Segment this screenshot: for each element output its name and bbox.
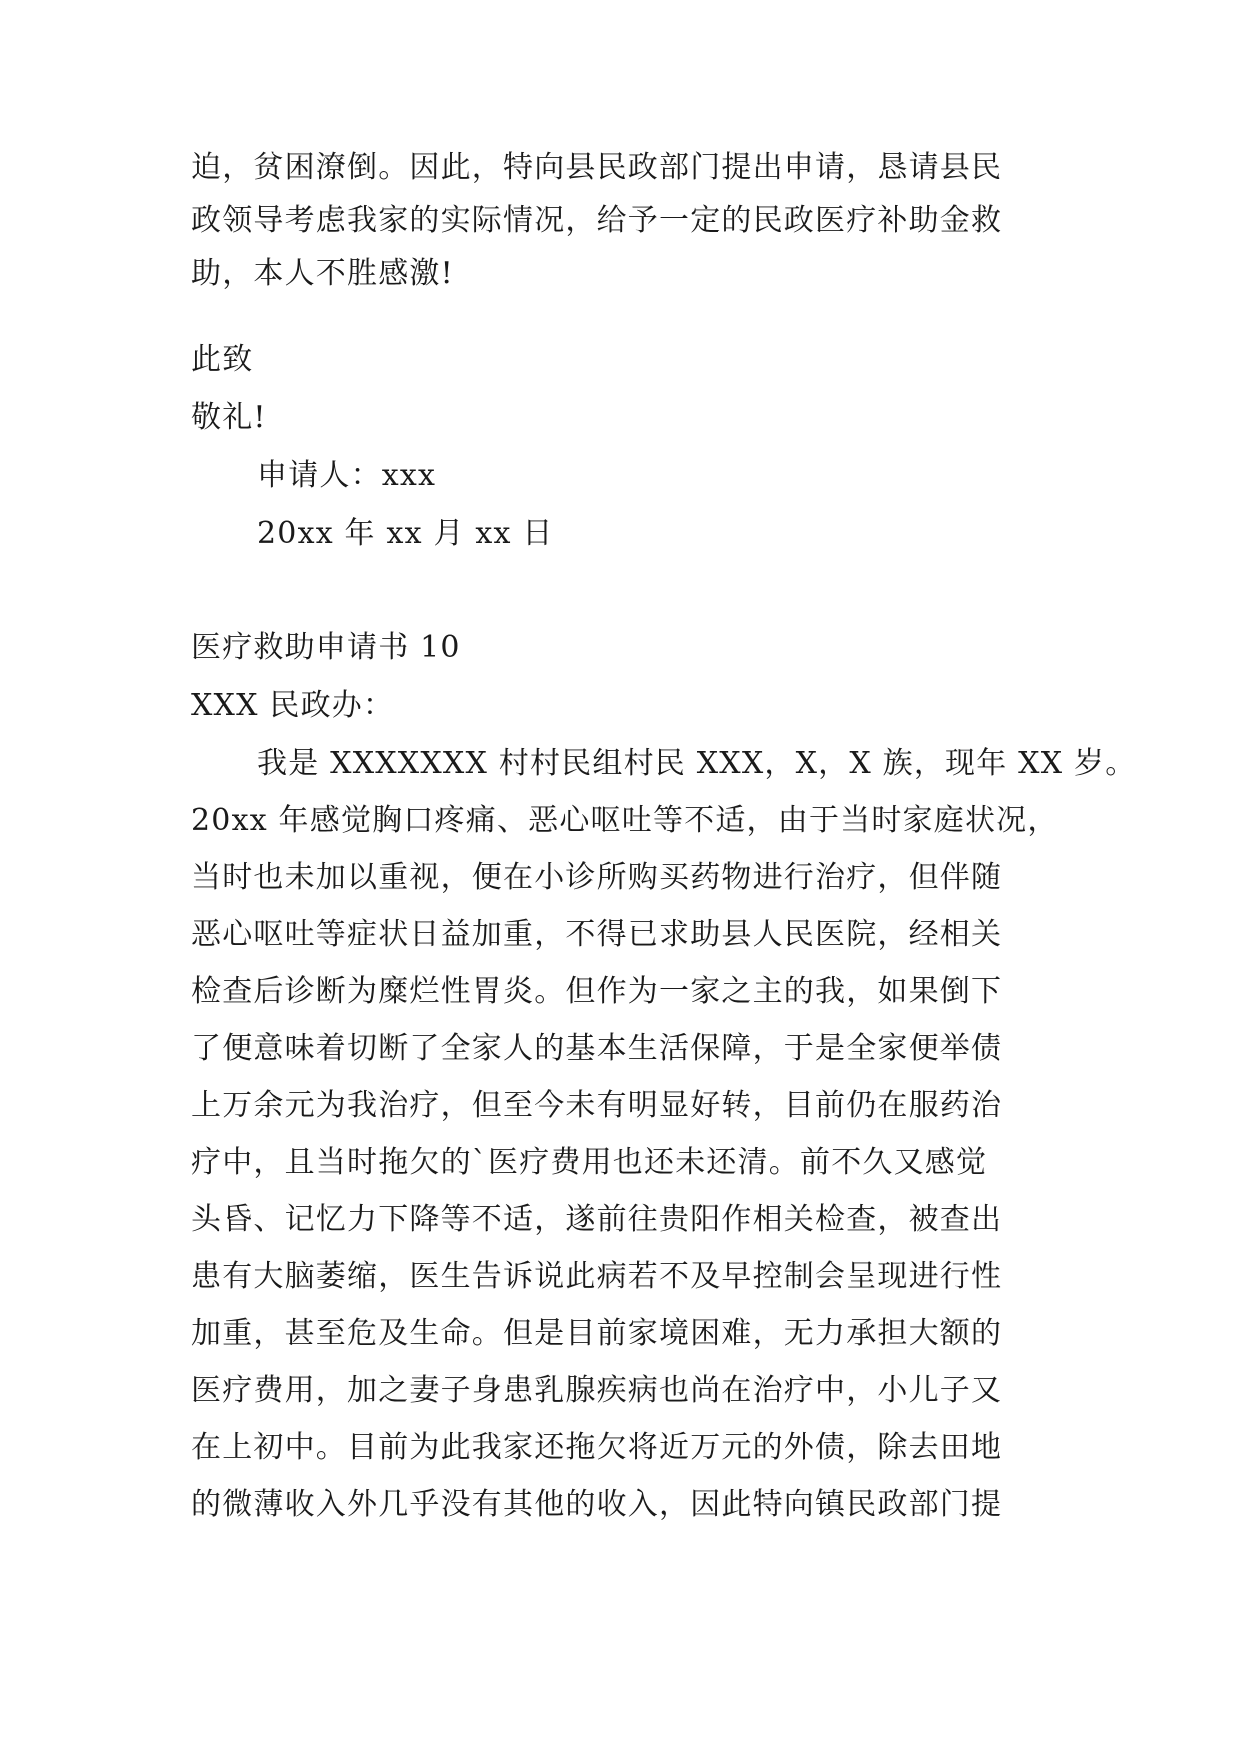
paragraph-line: 检查后诊断为糜烂性胃炎。但作为一家之主的我，如果倒下 bbox=[191, 974, 1003, 1009]
paragraph-line: 20xx 年感觉胸口疼痛、恶心呕吐等不适，由于当时家庭状况， bbox=[191, 803, 1059, 838]
paragraph-line: 疗中，且当时拖欠的`医疗费用也还未还清。前不久又感觉 bbox=[191, 1145, 988, 1180]
paragraph-line: 迫，贫困潦倒。因此，特向县民政部门提出申请，恳请县民 bbox=[191, 150, 1003, 185]
paragraph-line: 政领导考虑我家的实际情况，给予一定的民政医疗补助金救 bbox=[191, 203, 1003, 238]
paragraph-line: 的微薄收入外几乎没有其他的收入，因此特向镇民政部门提 bbox=[191, 1487, 1003, 1522]
letter-salutation: XXX 民政办： bbox=[191, 688, 395, 723]
closing-jing-li: 敬礼! bbox=[191, 400, 267, 435]
applicant-signature: 申请人：xxx bbox=[257, 458, 437, 493]
paragraph-line: 恶心呕吐等症状日益加重，不得已求助县人民医院，经相关 bbox=[191, 917, 1003, 952]
paragraph-line: 加重，甚至危及生命。但是目前家境困难，无力承担大额的 bbox=[191, 1316, 1003, 1351]
paragraph-line: 医疗费用，加之妻子身患乳腺疾病也尚在治疗中，小儿子又 bbox=[191, 1373, 1003, 1408]
paragraph-line: 当时也未加以重视，便在小诊所购买药物进行治疗，但伴随 bbox=[191, 860, 1003, 895]
paragraph-line: 患有大脑萎缩，医生告诉说此病若不及早控制会呈现进行性 bbox=[191, 1259, 1003, 1294]
paragraph-line: 头昏、记忆力下降等不适，遂前往贵阳作相关检查，被查出 bbox=[191, 1202, 1003, 1237]
closing-ci-zhi: 此致 bbox=[191, 342, 254, 377]
paragraph-line: 助，本人不胜感激! bbox=[191, 256, 454, 291]
paragraph-line: 在上初中。目前为此我家还拖欠将近万元的外债，除去田地 bbox=[191, 1430, 1003, 1465]
application-date: 20xx 年 xx 月 xx 日 bbox=[257, 516, 554, 551]
paragraph-first-line: 我是 XXXXXXX 村村民组村民 XXX，X，X 族，现年 XX 岁。 bbox=[257, 746, 1137, 781]
letter-title: 医疗救助申请书 10 bbox=[191, 630, 461, 665]
paragraph-line: 了便意味着切断了全家人的基本生活保障，于是全家便举债 bbox=[191, 1031, 1003, 1066]
paragraph-line: 上万余元为我治疗，但至今未有明显好转，目前仍在服药治 bbox=[191, 1088, 1003, 1123]
